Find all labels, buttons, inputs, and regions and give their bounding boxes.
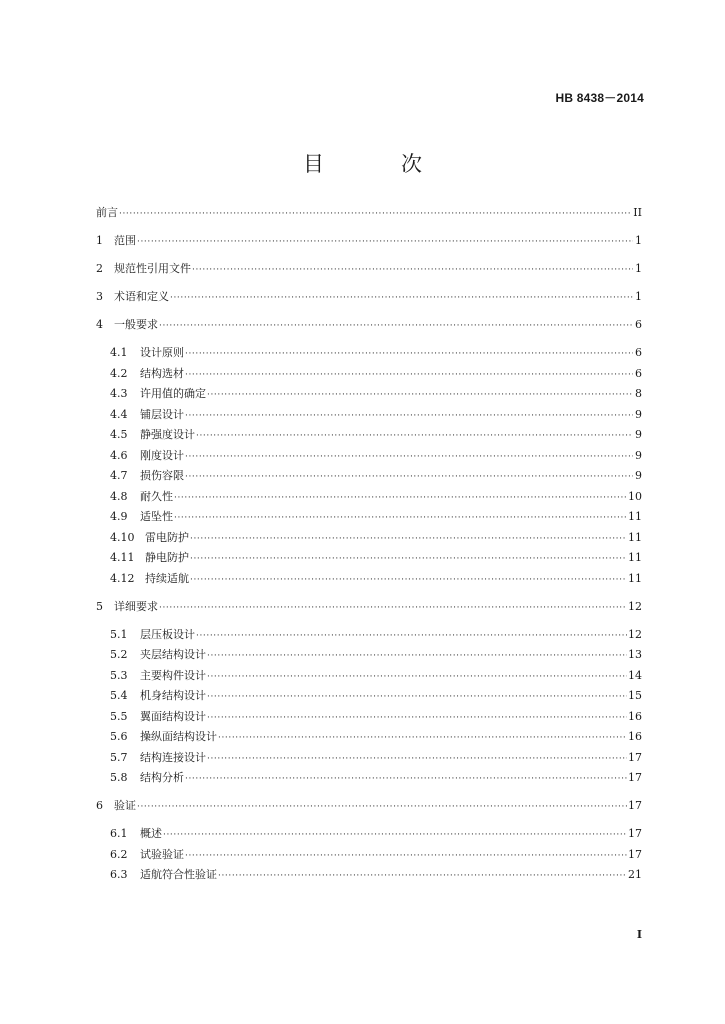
toc-dot-leader (196, 430, 633, 443)
toc-entry-label: 损伤容限 (140, 469, 184, 482)
toc-entry-number: 3 (96, 290, 103, 303)
toc-dot-leader (185, 369, 633, 382)
toc-entry-label: 前言 (96, 206, 118, 219)
toc-entry-number: 4.10 (110, 530, 135, 544)
toc-entry[interactable] (96, 771, 642, 786)
toc-entry-page: 17 (628, 799, 642, 812)
toc-entry-page: 6 (635, 318, 642, 331)
toc-entry[interactable] (96, 234, 642, 249)
toc-entry-page: 21 (628, 868, 642, 881)
toc-entry-number: 5.2 (110, 648, 128, 661)
toc-entry-label: 主要构件设计 (140, 668, 206, 682)
toc-entry[interactable] (96, 600, 642, 615)
toc-entry-page: 11 (628, 571, 642, 585)
toc-entry-page: 11 (628, 510, 642, 523)
toc-entry-number: 5.1 (110, 627, 128, 641)
toc-entry-page: 17 (628, 827, 642, 840)
toc-entry[interactable] (96, 469, 642, 484)
toc-entry-label: 验证 (114, 799, 136, 812)
toc-entry-label: 耐久性 (140, 489, 173, 503)
page-number-footer: I (636, 928, 642, 941)
toc-dot-leader (185, 348, 633, 361)
toc-entry-label: 适航符合性验证 (140, 868, 217, 881)
toc-dot-leader (185, 850, 627, 863)
toc-entry-label: 翼面结构设计 (140, 709, 206, 723)
toc-entry[interactable] (96, 318, 642, 333)
toc-entry-page: 17 (628, 847, 642, 861)
toc-entry-label: 雷电防护 (145, 530, 189, 544)
toc-entry-label: 一般要求 (114, 318, 158, 331)
toc-entry-page: 12 (628, 599, 642, 613)
toc-entry-number: 5.5 (110, 709, 128, 723)
toc-entry[interactable] (96, 449, 642, 464)
table-of-contents (96, 206, 642, 883)
toc-dot-leader (185, 451, 633, 464)
toc-entry[interactable] (96, 510, 642, 525)
toc-entry[interactable] (96, 572, 642, 587)
toc-entry-label: 结构连接设计 (140, 750, 206, 764)
toc-entry-page: 6 (635, 346, 642, 359)
toc-entry-page: 12 (628, 627, 642, 641)
toc-dot-leader (207, 389, 633, 402)
toc-entry[interactable] (96, 428, 642, 443)
standard-number-header: HB 8438－2014 (555, 91, 644, 105)
toc-dot-leader (174, 512, 627, 525)
toc-entry-page: 9 (635, 469, 642, 482)
toc-entry-number: 5.8 (110, 771, 128, 784)
toc-entry-number: 4.3 (110, 387, 128, 400)
toc-entry[interactable] (96, 751, 642, 766)
toc-entry-label: 适坠性 (140, 510, 173, 523)
toc-entry[interactable] (96, 799, 642, 814)
toc-dot-leader (185, 410, 633, 423)
toc-entry-label: 规范性引用文件 (114, 262, 191, 275)
toc-entry-label: 刚度设计 (140, 448, 184, 462)
toc-entry-label: 术语和定义 (114, 290, 169, 303)
toc-dot-leader (190, 574, 627, 587)
toc-entry[interactable] (96, 346, 642, 361)
toc-entry-number: 2 (96, 262, 103, 275)
toc-entry[interactable] (96, 551, 642, 566)
toc-entry-label: 试验验证 (140, 847, 184, 861)
toc-entry-label: 静强度设计 (140, 428, 195, 441)
toc-entry-label: 设计原则 (140, 346, 184, 359)
toc-entry-number: 4.11 (110, 551, 135, 564)
page-title: 目 次 (303, 152, 450, 176)
toc-entry-number: 5.4 (110, 689, 128, 702)
toc-entry-page: 1 (635, 290, 642, 303)
toc-entry-number: 6.1 (110, 827, 128, 840)
toc-entry-page: 15 (628, 689, 642, 702)
toc-entry-page: 14 (628, 668, 642, 682)
toc-entry-number: 4.7 (110, 469, 128, 482)
toc-dot-leader (218, 732, 627, 745)
toc-entry[interactable] (96, 387, 642, 402)
toc-entry-page: 16 (628, 730, 642, 743)
toc-entry-page: 1 (635, 234, 642, 247)
toc-entry-number: 6.2 (110, 847, 128, 861)
toc-entry-number: 4.1 (110, 346, 128, 359)
toc-entry-number: 4.9 (110, 510, 128, 523)
toc-entry-number: 4 (96, 318, 103, 331)
toc-entry-page: 9 (635, 448, 642, 462)
toc-entry-page: 8 (635, 387, 642, 400)
toc-entry-label: 操纵面结构设计 (140, 730, 217, 743)
toc-dot-leader (119, 208, 632, 221)
toc-entry[interactable] (96, 689, 642, 704)
toc-entry-label: 结构分析 (140, 771, 184, 784)
toc-entry-number: 5 (96, 599, 103, 613)
toc-entry-label: 结构选材 (140, 366, 184, 380)
toc-entry[interactable] (96, 206, 642, 221)
toc-entry-number: 4.4 (110, 407, 128, 421)
toc-entry-page: 1 (635, 262, 642, 275)
toc-dot-leader (170, 292, 633, 305)
toc-entry-number: 4.12 (110, 571, 135, 585)
toc-entry-page: 9 (635, 407, 642, 421)
toc-dot-leader (207, 691, 627, 704)
toc-entry-page: 10 (628, 489, 642, 503)
toc-dot-leader (185, 471, 633, 484)
toc-entry-page: 9 (635, 428, 642, 441)
toc-entry-page: 13 (628, 648, 642, 661)
toc-entry-label: 许用值的确定 (140, 387, 206, 400)
toc-dot-leader (207, 671, 627, 684)
toc-entry[interactable] (96, 490, 642, 505)
toc-dot-leader (207, 753, 627, 766)
toc-dot-leader (218, 870, 627, 883)
toc-entry-page: 17 (628, 771, 642, 784)
toc-entry-label: 范围 (114, 234, 136, 247)
toc-entry-number: 4.2 (110, 366, 128, 380)
toc-entry-number: 6 (96, 799, 103, 812)
toc-dot-leader (137, 236, 633, 249)
toc-entry-label: 静电防护 (145, 551, 189, 564)
toc-entry-number: 1 (96, 234, 103, 247)
toc-entry-label: 夹层结构设计 (140, 648, 206, 661)
toc-dot-leader (190, 553, 627, 566)
toc-entry-page: 16 (628, 709, 642, 723)
toc-entry[interactable] (96, 868, 642, 883)
toc-dot-leader (196, 630, 627, 643)
toc-entry-label: 机身结构设计 (140, 689, 206, 702)
toc-entry-label: 铺层设计 (140, 407, 184, 421)
toc-entry-label: 详细要求 (114, 599, 158, 613)
toc-entry[interactable] (96, 408, 642, 423)
toc-dot-leader (190, 533, 627, 546)
toc-entry-number: 5.7 (110, 750, 128, 764)
toc-entry[interactable] (96, 827, 642, 842)
toc-entry[interactable] (96, 848, 642, 863)
toc-entry-label: 持续适航 (145, 571, 189, 585)
toc-dot-leader (174, 492, 627, 505)
toc-dot-leader (207, 650, 627, 663)
toc-entry-label: 层压板设计 (140, 627, 195, 641)
toc-entry[interactable] (96, 730, 642, 745)
toc-entry-number: 5.3 (110, 668, 128, 682)
toc-entry-number: 6.3 (110, 868, 128, 881)
toc-entry[interactable] (96, 710, 642, 725)
toc-entry-number: 4.8 (110, 489, 128, 503)
toc-entry-label: 概述 (140, 827, 162, 840)
toc-dot-leader (192, 264, 633, 277)
toc-entry[interactable] (96, 262, 642, 277)
toc-entry-number: 4.6 (110, 448, 128, 462)
toc-entry-page: 6 (635, 366, 642, 380)
toc-dot-leader (159, 602, 627, 615)
toc-entry[interactable] (96, 290, 642, 305)
toc-entry-page: 11 (628, 530, 642, 544)
toc-dot-leader (137, 801, 627, 814)
toc-entry[interactable] (96, 628, 642, 643)
toc-dot-leader (207, 712, 627, 725)
toc-dot-leader (163, 829, 627, 842)
toc-entry[interactable] (96, 367, 642, 382)
toc-dot-leader (185, 773, 627, 786)
toc-entry-number: 5.6 (110, 730, 128, 743)
toc-entry[interactable] (96, 531, 642, 546)
toc-dot-leader (159, 320, 633, 333)
toc-entry-number: 4.5 (110, 428, 128, 441)
toc-entry[interactable] (96, 648, 642, 663)
toc-entry-page: 17 (628, 750, 642, 764)
toc-entry-page: 11 (628, 551, 642, 564)
toc-entry[interactable] (96, 669, 642, 684)
toc-entry-page: II (633, 206, 642, 219)
